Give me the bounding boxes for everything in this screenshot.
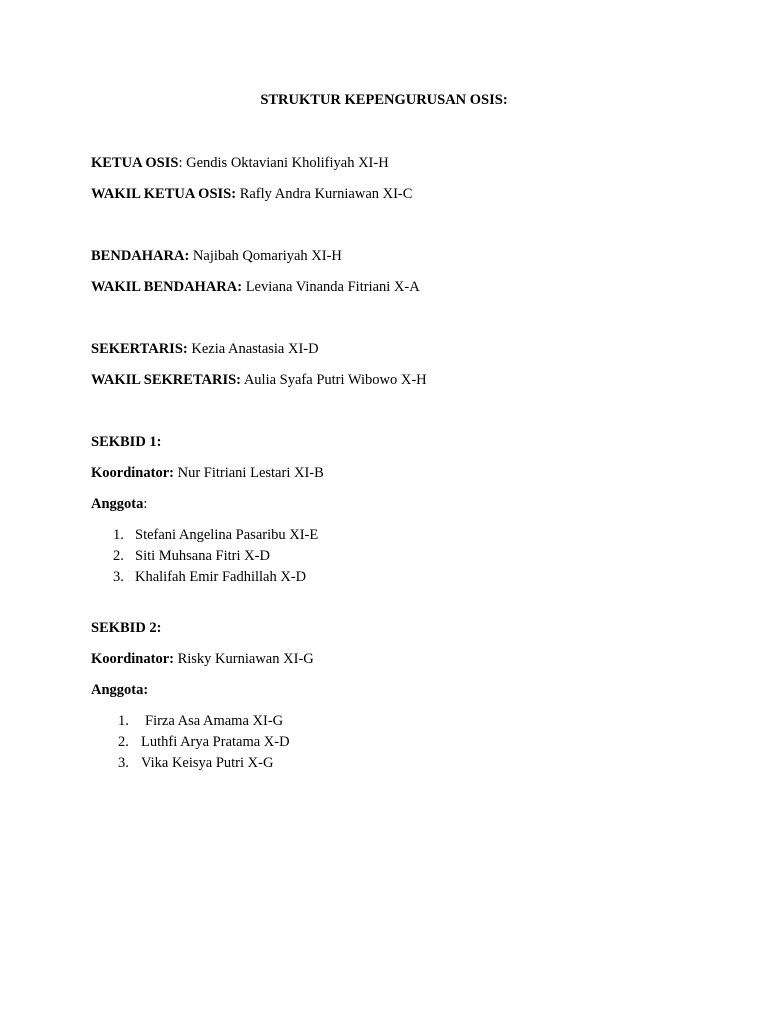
member-name: Luthfi Arya Pratama X-D bbox=[141, 734, 290, 750]
ketua-osis-label: KETUA OSIS bbox=[91, 155, 179, 171]
sekbid-1-member bbox=[113, 546, 270, 566]
sekbid-1-anggota-label: Anggota bbox=[91, 496, 144, 512]
list-number: 2. bbox=[113, 548, 124, 564]
bendahara-value: Najibah Qomariyah XI-H bbox=[189, 248, 342, 264]
sekbid-1-anggota-line bbox=[91, 494, 147, 514]
sekbid-1-anggota-separator: : bbox=[143, 496, 148, 512]
member-name: Stefani Angelina Pasaribu XI-E bbox=[135, 527, 319, 543]
sekretaris-line bbox=[91, 339, 319, 359]
list-number: 3. bbox=[118, 755, 129, 771]
sekbid-2-heading: SEKBID 2: bbox=[91, 620, 162, 636]
sekbid-2-koordinator-label: Koordinator: bbox=[91, 651, 174, 667]
sekbid-1-member bbox=[113, 567, 306, 587]
wakil-bendahara-line bbox=[91, 277, 420, 297]
ketua-osis-separator: : bbox=[178, 155, 183, 171]
wakil-bendahara-value: Leviana Vinanda Fitriani X-A bbox=[242, 279, 420, 295]
sekbid-2-member bbox=[118, 732, 290, 752]
member-name: Firza Asa Amama XI-G bbox=[145, 713, 284, 729]
list-number: 1. bbox=[118, 713, 129, 729]
sekbid-2-koordinator-line bbox=[91, 649, 314, 669]
sekbid-1-heading: SEKBID 1: bbox=[91, 434, 162, 450]
sekbid-1-koordinator-label: Koordinator: bbox=[91, 465, 174, 481]
bendahara-label: BENDAHARA: bbox=[91, 248, 190, 264]
sekbid-1-member bbox=[113, 525, 318, 545]
member-name: Khalifah Emir Fadhillah X-D bbox=[135, 569, 307, 585]
wakil-bendahara-label: WAKIL BENDAHARA: bbox=[91, 279, 243, 295]
wakil-sekretaris-label: WAKIL SEKRETARIS: bbox=[91, 372, 242, 388]
wakil-sekretaris-value: Aulia Syafa Putri Wibowo X-H bbox=[241, 372, 427, 388]
wakil-sekretaris-line bbox=[91, 370, 427, 390]
sekbid-1-koordinator-value: Nur Fitriani Lestari XI-B bbox=[173, 465, 324, 481]
wakil-ketua-osis-label: WAKIL KETUA OSIS: bbox=[91, 186, 237, 202]
sekbid-2-member bbox=[118, 753, 273, 773]
bendahara-line bbox=[91, 246, 342, 266]
member-name: Vika Keisya Putri X-G bbox=[141, 755, 274, 771]
ketua-osis-value: Gendis Oktaviani Kholifiyah XI-H bbox=[182, 155, 389, 171]
sekretaris-value: Kezia Anastasia XI-D bbox=[187, 341, 319, 357]
document-title: STRUKTUR KEPENGURUSAN OSIS: bbox=[260, 92, 508, 108]
list-number: 1. bbox=[113, 527, 124, 543]
sekbid-2-koordinator-value: Risky Kurniawan XI-G bbox=[173, 651, 314, 667]
member-name: Siti Muhsana Fitri X-D bbox=[135, 548, 270, 564]
sekbid-2-member bbox=[118, 711, 283, 731]
wakil-ketua-osis-line bbox=[91, 184, 412, 204]
list-number: 2. bbox=[118, 734, 129, 750]
sekbid-2-anggota-label: Anggota: bbox=[91, 682, 149, 698]
list-number: 3. bbox=[113, 569, 124, 585]
wakil-ketua-osis-value: Rafly Andra Kurniawan XI-C bbox=[236, 186, 413, 202]
sekretaris-label: SEKERTARIS: bbox=[91, 341, 188, 357]
ketua-osis-line bbox=[91, 153, 389, 173]
sekbid-1-koordinator-line bbox=[91, 463, 324, 483]
